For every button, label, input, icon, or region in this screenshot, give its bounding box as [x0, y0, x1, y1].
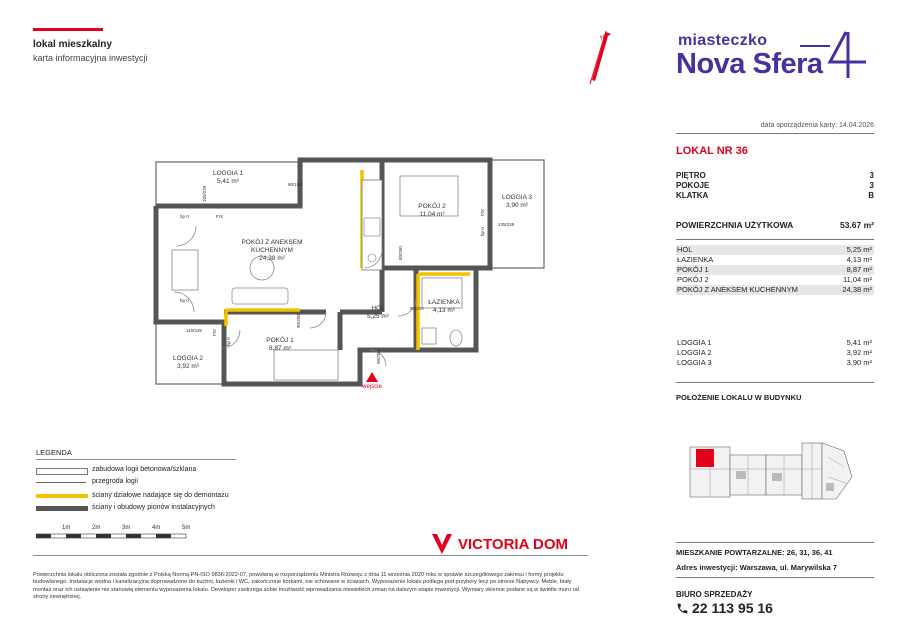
north-arrow-icon	[578, 26, 618, 86]
divider	[676, 133, 874, 134]
floor-plan	[150, 150, 550, 390]
repeat-units: MIESZKANIE POWTARZALNE: 26, 31, 36, 41	[676, 548, 833, 557]
room-area-row: POKÓJ 2 11,04 m²	[677, 275, 872, 284]
scale-bar	[36, 533, 196, 541]
brand-logo-main: Nova Sfera	[676, 48, 823, 80]
divider	[676, 577, 874, 578]
sofa	[232, 288, 288, 304]
loggia-1-label: LOGGIA 1	[213, 170, 243, 177]
divider	[676, 382, 874, 383]
window-dim: 90/154	[288, 182, 302, 187]
divider	[36, 459, 236, 460]
window-dim: 110/239	[186, 328, 202, 333]
scale-label: 2m	[92, 525, 101, 531]
legend-swatch-loggia-wall	[36, 468, 88, 475]
legend-item: ściany i obudowy pionów instalacyjnych	[92, 504, 215, 511]
legend-swatch-demolishable	[36, 494, 88, 498]
scale-label: 5m	[182, 525, 191, 531]
loggia-area-row: LOGGIA 3 3,90 m²	[677, 358, 872, 367]
loggia-area-row: LOGGIA 2 3,92 m²	[677, 348, 872, 357]
door-dim: 80/200	[398, 246, 403, 260]
rooms-label: POKOJE	[676, 181, 710, 190]
room-1-area: 8,87 m²	[268, 345, 292, 352]
washbasin	[422, 328, 436, 344]
stair-label: KLATKA	[676, 191, 709, 200]
scale-label: 4m	[152, 525, 161, 531]
loggia-area-row: LOGGIA 1 5,41 m²	[677, 338, 872, 347]
loggia-3-outline	[490, 160, 544, 268]
svg-text:N: N	[599, 34, 606, 42]
floor-label: PIĘTRO	[676, 171, 706, 180]
window-dim: 160/239	[202, 185, 207, 202]
door-dim: 80/200	[410, 306, 424, 311]
rooms-value: 3	[869, 181, 874, 190]
page-subtitle: karta informacyjna inwestycji	[33, 53, 148, 63]
bed-room-2	[400, 176, 458, 216]
divider	[676, 542, 874, 543]
room-1-label: POKÓJ 1	[266, 337, 294, 344]
victoria-dom-logo-icon	[430, 532, 454, 556]
loggia-2-area: 3,92 m²	[176, 363, 200, 370]
loggia-3-area: 3,90 m²	[505, 202, 529, 209]
location-title: POŁOŻENIE LOKALU W BUDYNKU	[676, 393, 802, 402]
legend-item: zabudowa logii betonowa/szklana	[92, 466, 197, 473]
fix-label: FIX	[212, 328, 217, 336]
footnote: Powierzchnia lokalu obliczona została zgodnie z Polską Normą PN-ISO 9836:2022-07, powołaną w rozporządzeniu Ministra Rozwoju z dnia 11 września 2020 roku w sprawie szczegółowego zakresu i formy projektu budowlanego. Instalacje wodna i kanalizacyjna doprowadzone do kuchni, łazienki i WC, zakończone korkami, nie schowane w ścianach. Wyposażenie lokalu podlega pod przybory lecz po stronie Nabywcy. Meble, biały montaż oraz ich ustawienie nie stanowią elementu wyposażenia lokalu. Developer zastrzega sobie możliwość wprowadzania niewielkich zmian na dalszym etapie inwestycji. Wymiary okienne podane są w świetle muru od strony zewnętrznej.	[33, 572, 579, 601]
door-swing	[176, 226, 196, 246]
sales-office-label: BIURO SPRZEDAŻY	[676, 590, 753, 599]
phone-icon	[676, 602, 689, 615]
loggia-1-area: 5,41 m²	[216, 178, 240, 185]
legend-title: LEGENDA	[36, 448, 72, 457]
bathroom-area: 4,13 m²	[432, 307, 456, 314]
fix-label: FIX	[216, 214, 224, 219]
divider	[33, 555, 588, 556]
brand-logo-top: miasteczko	[678, 32, 768, 49]
hp-label: hp 0	[226, 337, 231, 346]
fix-label: FIX	[480, 208, 485, 216]
room-area-row: POKÓJ 1 8,87 m²	[677, 265, 872, 274]
entrance-label: wejście	[362, 384, 382, 390]
divider	[676, 239, 874, 240]
entrance-arrow-icon	[366, 372, 378, 382]
unit-number: LOKAL NR 36	[676, 145, 748, 157]
door-dim: 90/200	[376, 350, 381, 364]
room-2-label: POKÓJ 2	[418, 203, 446, 210]
room-area-row: POKÓJ Z ANEKSEM KUCHENNYM 24,38 m²	[677, 285, 872, 294]
living-room-label-2: KUCHENNYM	[251, 247, 293, 254]
usable-area-value: 53.67 m²	[839, 220, 874, 230]
kitchen-counter	[362, 180, 382, 270]
loggia-3-label: LOGGIA 3	[502, 194, 532, 201]
brand-four-icon	[800, 28, 870, 82]
header-accent-line	[33, 28, 103, 31]
hp-label: hp 0	[480, 227, 485, 236]
hp-label: hp 0	[180, 298, 189, 303]
bathroom-label: ŁAZIENKA	[428, 299, 460, 306]
room-area-row: HOL 5,25 m²	[677, 245, 872, 254]
hall-label: HOL	[371, 305, 385, 312]
legend-item: ściany działowe nadające się do demontażu	[92, 492, 229, 499]
building-location-map	[676, 407, 874, 537]
sales-phone[interactable]: 22 113 95 16	[692, 600, 773, 616]
loggia-2-label: LOGGIA 2	[173, 355, 203, 362]
hall-area: 5,25 m²	[366, 313, 390, 320]
legend-swatch-wall	[36, 506, 88, 511]
toilet	[450, 330, 462, 346]
scale-label: 3m	[122, 525, 131, 531]
page-title: lokal mieszkalny	[33, 39, 112, 50]
usable-area-label: POWIERZCHNIA UŻYTKOWA	[676, 220, 794, 230]
stair-value: B	[868, 191, 874, 200]
investment-address: Adres inwestycji: Warszawa, ul. Marywilska 7	[676, 563, 838, 572]
date-line: data sporządzenia karty: 14.04.2026	[760, 122, 874, 129]
legend-swatch-partition	[36, 482, 86, 483]
legend-item: przegroda logii	[92, 478, 138, 485]
room-2-area: 11,04 m²	[419, 211, 445, 218]
dining-table	[172, 250, 198, 290]
living-room-label: POKÓJ Z ANEKSEM	[241, 239, 303, 246]
scale-label: 1m	[62, 525, 71, 531]
door-dim: 90/200	[296, 314, 301, 328]
window-dim: 135/239	[498, 222, 515, 227]
living-room-area: 24,38 m²	[259, 255, 285, 262]
floor-value: 3	[869, 171, 874, 180]
bed-room-1	[274, 350, 338, 380]
room-area-row: ŁAZIENKA 4,13 m²	[677, 255, 872, 264]
hp-label: hp 0	[180, 214, 189, 219]
developer-logo: VICTORIA DOM	[458, 536, 569, 553]
